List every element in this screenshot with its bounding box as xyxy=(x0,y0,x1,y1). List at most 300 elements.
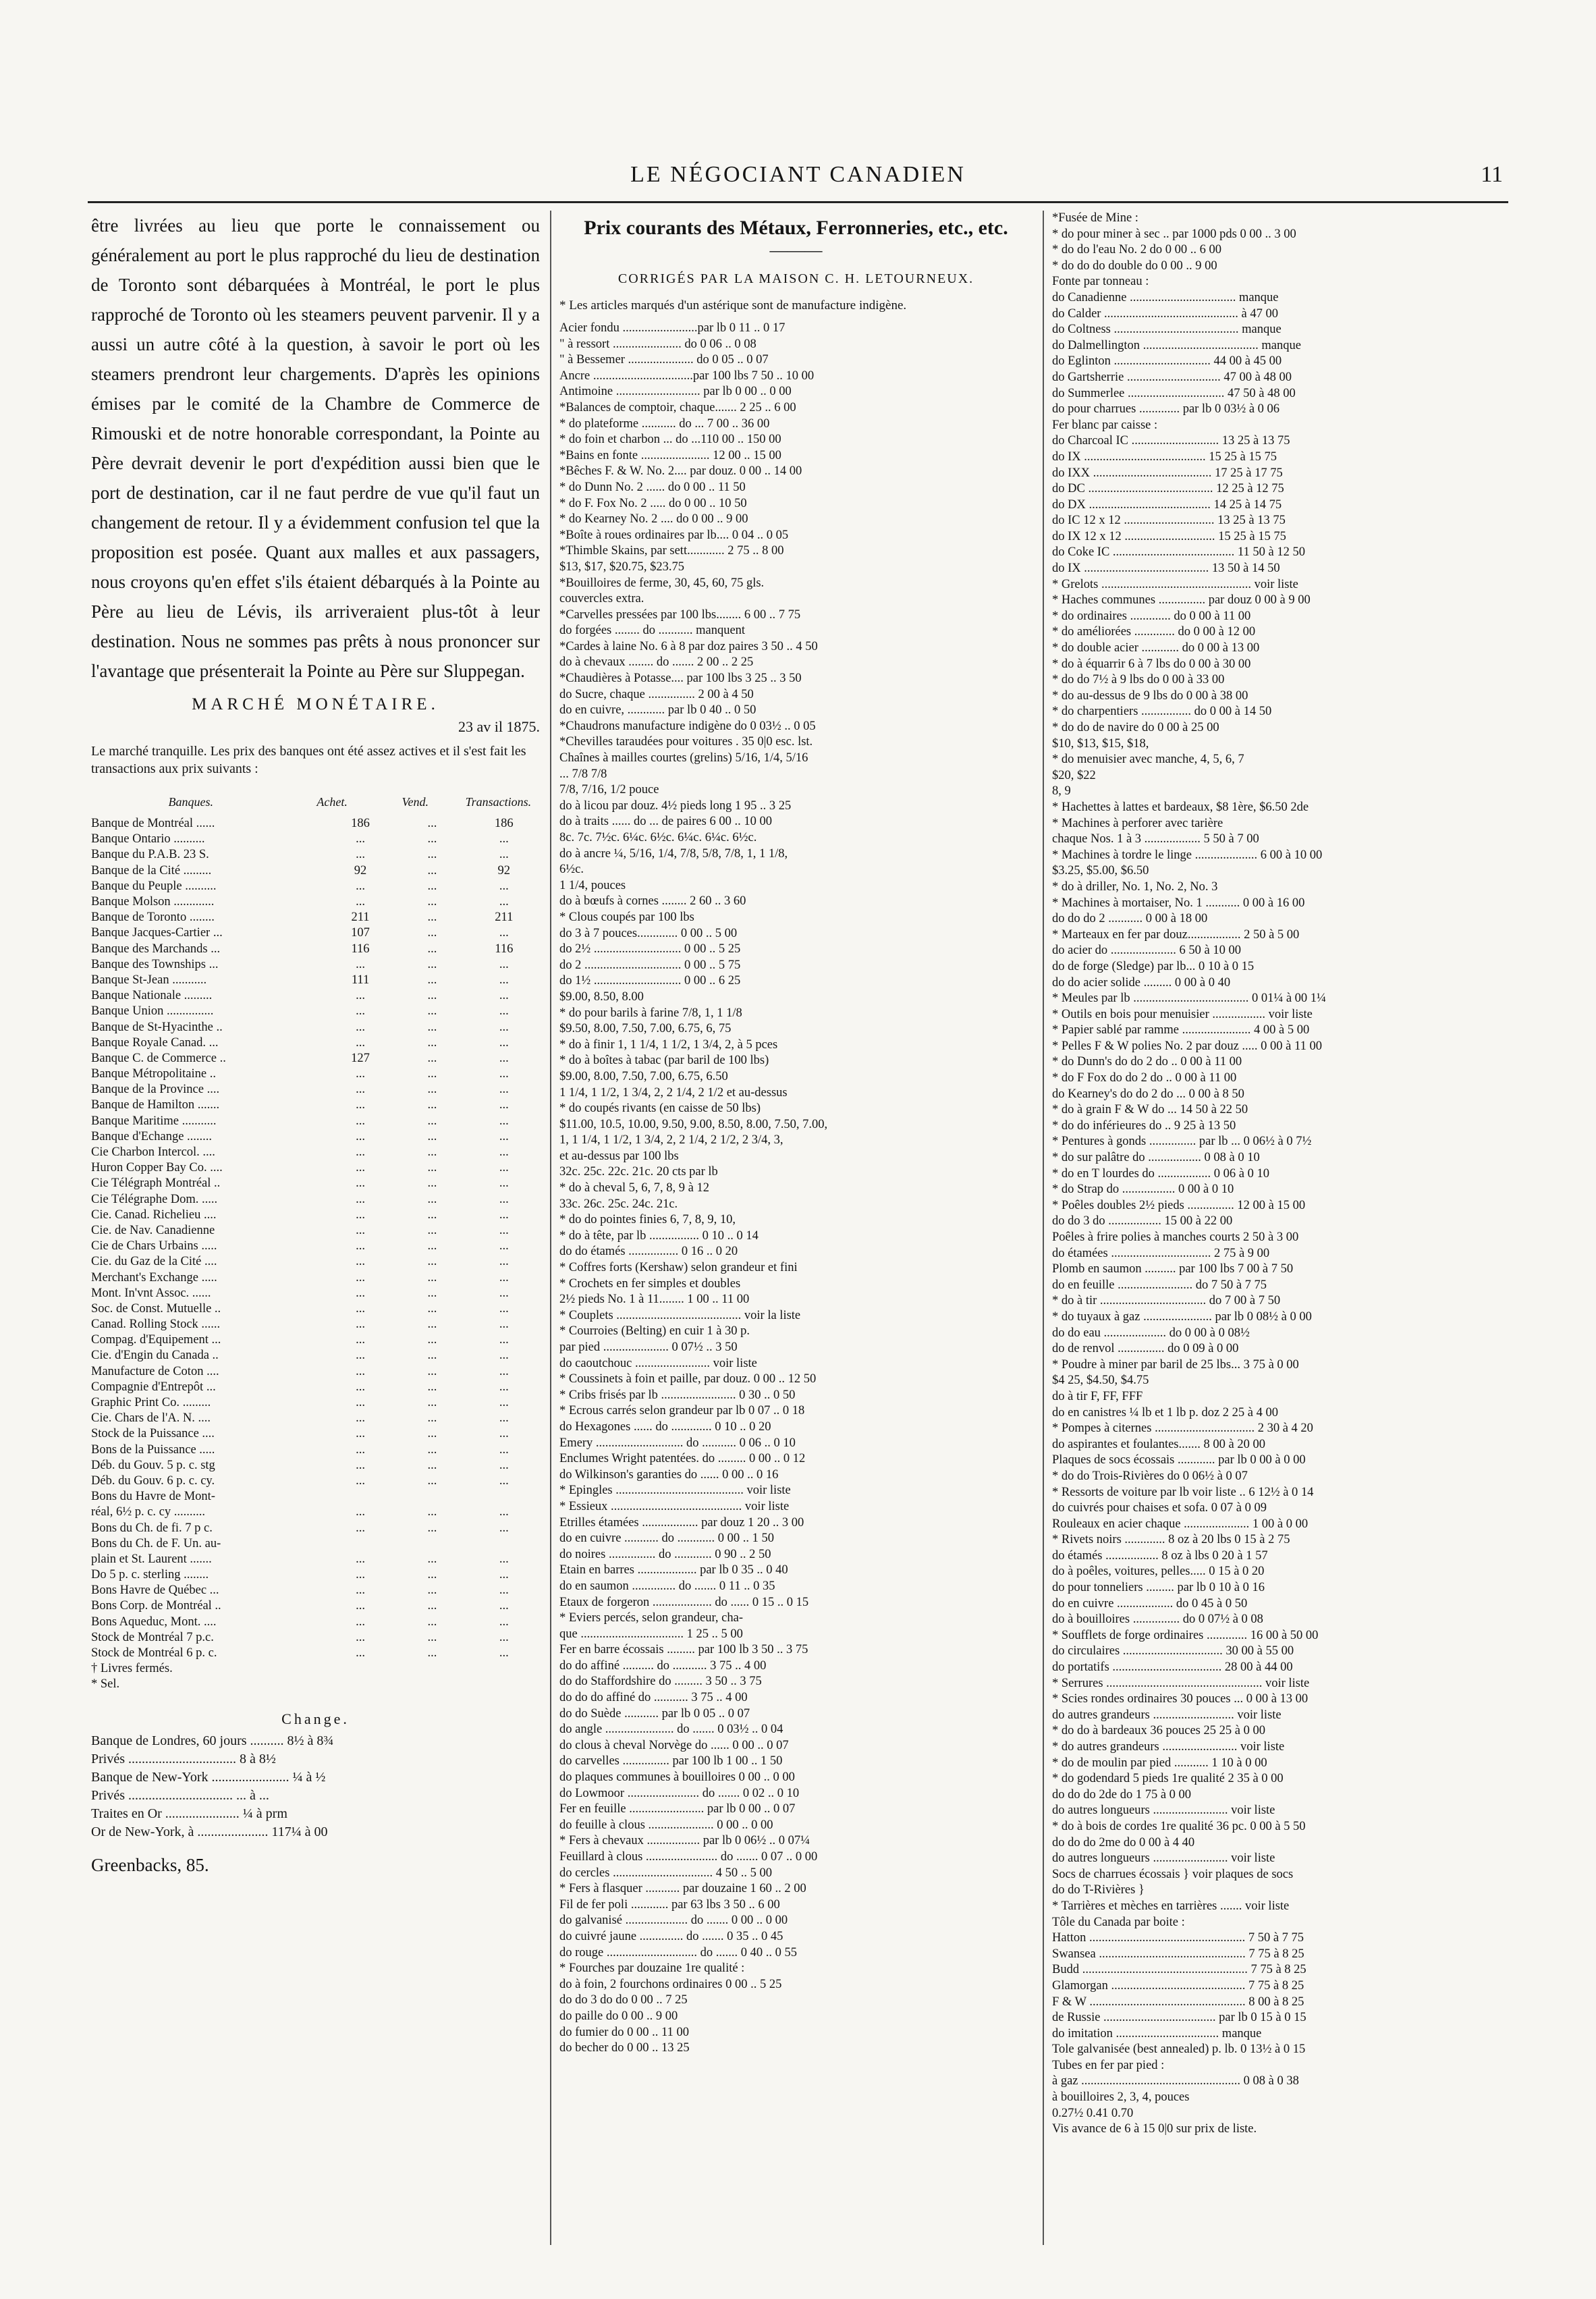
price-line: * do tuyaux à gaz ...................... par lb 0 08½ à 0 00 xyxy=(1052,1309,1312,1324)
price-line: do Dalmellington ..................................... manque xyxy=(1052,338,1301,352)
bank-value-cell: ... xyxy=(427,1083,437,1097)
price-line: do noires ............... do ............ 0 90 .. 2 50 xyxy=(559,1547,771,1561)
bank-value-cell: 211 xyxy=(495,911,514,925)
price-line: do do do affiné do ........... 3 75 .. 4 00 xyxy=(559,1691,748,1705)
price-line: do fumier do 0 00 .. 11 00 xyxy=(559,2025,690,2039)
price-line: do à licou par douz. 4½ pieds long 1 95 .. 3 25 xyxy=(559,799,792,813)
bank-value-cell: ... xyxy=(427,1364,437,1378)
table-row xyxy=(91,1536,540,1552)
price-line: * do do do double do 0 00 .. 9 00 xyxy=(1052,259,1217,273)
bank-name-cell: Banque des Townships ... xyxy=(91,957,219,971)
bank-name-cell: Bons du Havre de Mont- xyxy=(91,1490,215,1504)
table-row xyxy=(91,1035,540,1051)
price-line: do à chevaux ........ do ....... 2 00 .. 2 25 xyxy=(559,655,754,670)
price-line: $3.25, $5.00, $6.50 xyxy=(1052,864,1149,878)
price-line: do Canadienne .................................. manque xyxy=(1052,290,1279,304)
table-row xyxy=(91,1646,540,1661)
bank-value-cell: ... xyxy=(427,1427,437,1441)
page-header xyxy=(88,162,1508,197)
page-number: 11 xyxy=(1481,162,1503,187)
table-row xyxy=(91,973,540,988)
change-row: Traites en Or ...................... ¼ à prm xyxy=(91,1806,287,1821)
price-line: do acier do ..................... 6 50 à 10 00 xyxy=(1052,944,1242,958)
bank-value-cell: 186 xyxy=(494,817,514,831)
bank-value-cell: ... xyxy=(499,879,509,893)
bank-value-cell: ... xyxy=(427,817,437,831)
table-row xyxy=(91,1348,540,1363)
price-line: do en saumon .............. do ....... 0 11 .. 0 35 xyxy=(559,1579,775,1593)
bank-name-cell: Bons Aqueduc, Mont. .... xyxy=(91,1615,217,1629)
price-line: 6½c. xyxy=(559,863,584,877)
price-line: 1 1/4, 1 1/2, 1 3/4, 2, 2 1/4, 2 1/2 et au-dessus xyxy=(559,1085,788,1100)
price-line: Tubes en fer par pied : xyxy=(1052,2058,1165,2072)
price-line: Rouleaux en acier chaque ..................... 1 00 à 0 00 xyxy=(1052,1517,1309,1531)
price-line: 8, 9 xyxy=(1052,784,1071,799)
price-line: Fer en barre écossais ......... par 100 lb 3 50 .. 3 75 xyxy=(559,1643,808,1657)
bank-name-cell: Cie. de Nav. Canadienne xyxy=(91,1223,215,1237)
price-line: do do do 2me do 0 00 à 4 40 xyxy=(1052,1835,1195,1849)
bank-name-cell: Banque Jacques-Cartier ... xyxy=(91,926,223,940)
bank-name-cell: Banque de Hamilton ....... xyxy=(91,1098,220,1112)
bank-value-cell: ... xyxy=(427,911,437,925)
price-line: * do Kearney No. 2 .... do 0 00 .. 9 00 xyxy=(559,512,748,526)
left-column xyxy=(91,211,540,2245)
bank-value-cell: ... xyxy=(499,1004,509,1019)
bank-value-cell: ... xyxy=(427,942,437,956)
price-line: do IXX ...................................... 17 25 à 17 75 xyxy=(1052,466,1283,480)
price-line: do do 3 do ................. 15 00 à 22 00 xyxy=(1052,1214,1233,1228)
price-line: do cuivré jaune .............. do ....... 0 35 .. 0 45 xyxy=(559,1929,783,1943)
bank-value-cell: ... xyxy=(499,1161,509,1175)
table-row xyxy=(91,910,540,925)
bank-value-cell: ... xyxy=(427,1458,437,1472)
bank-name-cell: Cie Télégraphe Dom. ..... xyxy=(91,1192,218,1206)
price-line: par pied ..................... 0 07½ .. 3 50 xyxy=(559,1341,738,1354)
bank-value-cell: ... xyxy=(427,1568,437,1582)
title-dash: ——— xyxy=(769,240,823,260)
price-line: * Poudre à miner par baril de 25 lbs... 3 75 à 0 00 xyxy=(1052,1357,1299,1372)
price-line: * Essieux .......................................... voir liste xyxy=(559,1499,790,1513)
bank-value-cell: ... xyxy=(356,1333,365,1347)
price-line: do de renvol ............... do 0 09 à 0 00 xyxy=(1052,1342,1239,1356)
bank-value-cell: ... xyxy=(356,848,365,862)
price-line: 8c. 7c. 7½c. 6¼c. 6½c. 6¼c. 6¼c. 6½c. xyxy=(559,831,757,844)
price-line: Emery ............................ do ........... 0 06 .. 0 10 xyxy=(559,1436,796,1450)
table-row xyxy=(91,1489,540,1505)
bank-name-cell: Mont. In'vnt Assoc. ...... xyxy=(91,1286,211,1300)
bank-value-cell: ... xyxy=(427,1239,437,1253)
price-line: do Coke IC ....................................... 11 50 à 12 50 xyxy=(1052,545,1305,560)
price-line: * do charpentiers ................ do 0 00 à 14 50 xyxy=(1052,705,1272,719)
price-line: do 3 à 7 pouces............. 0 00 .. 5 00 xyxy=(559,926,738,940)
bank-value-cell: ... xyxy=(427,973,437,987)
bank-value-cell: 186 xyxy=(351,817,370,831)
bank-value-cell: ... xyxy=(356,1208,365,1222)
price-line: * do F Fox do do 2 do .. 0 00 à 11 00 xyxy=(1052,1071,1237,1085)
price-line: Antimoine ........................... par lb 0 00 .. 0 00 xyxy=(559,385,792,399)
bank-name-cell: Graphic Print Co. ......... xyxy=(91,1396,211,1410)
price-line: * do de moulin par pied ........... 1 10 à 0 00 xyxy=(1052,1756,1267,1770)
price-line: do à ancre ¼, 5/16, 1/4, 7/8, 5/8, 7/8, 1, 1 1/8, xyxy=(559,846,788,861)
price-line: 7/8, 7/16, 1/2 pouce xyxy=(559,783,659,797)
bank-value-cell: ... xyxy=(499,1098,509,1112)
bank-value-cell: ... xyxy=(499,1301,509,1316)
table-row xyxy=(91,925,540,941)
bank-value-cell: ... xyxy=(499,1286,509,1300)
table-row xyxy=(91,1661,540,1677)
bank-value-cell: ... xyxy=(356,1286,365,1300)
bank-value-cell: ... xyxy=(356,895,365,909)
bank-value-cell: ... xyxy=(427,1004,437,1019)
bank-value-cell: ... xyxy=(427,1505,437,1519)
price-line: *Carvelles pressées par 100 lbs........ 6 00 .. 7 75 xyxy=(559,607,801,622)
table-row xyxy=(91,1332,540,1348)
price-line: * Poêles doubles 2½ pieds ............... 12 00 à 15 00 xyxy=(1052,1198,1306,1212)
bank-value-cell xyxy=(468,1489,540,1505)
bank-value-cell: ... xyxy=(499,1255,509,1269)
price-line: do Calder ........................................... à 47 00 xyxy=(1052,306,1279,321)
price-line: couvercles extra. xyxy=(559,592,644,606)
table-row xyxy=(91,942,540,957)
table-row xyxy=(91,1270,540,1285)
price-line: *Thimble Skains, par sett............ 2 75 .. 8 00 xyxy=(559,544,784,558)
bank-value-cell: 116 xyxy=(351,942,370,956)
bank-value-cell: ... xyxy=(427,1098,437,1112)
price-line: do Wilkinson's garanties do ...... 0 00 .. 0 16 xyxy=(559,1467,779,1482)
bank-name-cell: plain et St. Laurent ....... xyxy=(91,1552,212,1566)
bank-value-cell xyxy=(325,1536,396,1552)
price-line: do à foin, 2 fourchons ordinaires 0 00 .. 5 25 xyxy=(559,1977,782,1991)
bank-name-cell: Banque de Toronto ........ xyxy=(91,911,215,925)
bank-value-cell: ... xyxy=(356,1020,365,1034)
price-line: 1, 1 1/4, 1 1/2, 1 3/4, 2, 2 1/4, 2 1/2, 2 3/4, 3, xyxy=(559,1133,783,1147)
bank-value-cell: ... xyxy=(427,1176,437,1191)
price-line: * Papier sablé par ramme ...................... 4 00 à 5 00 xyxy=(1052,1023,1310,1037)
price-line: " à Bessemer ..................... do 0 05 .. 0 07 xyxy=(559,353,769,367)
price-line: do Hexagones ...... do ............. 0 10 .. 0 20 xyxy=(559,1419,771,1434)
bank-value-cell: ... xyxy=(427,1145,437,1160)
price-line: *Chevilles taraudées pour voitures . 35 0|0 esc. lst. xyxy=(559,735,813,749)
bank-value-cell: ... xyxy=(356,1349,365,1363)
price-line: *Bains en fonte ...................... 12 00 .. 15 00 xyxy=(559,448,781,462)
price-line: F & W .................................................. 8 00 à 8 25 xyxy=(1052,1995,1304,2009)
table-row xyxy=(91,1677,540,1692)
price-line: do pour charrues ............. par lb 0 03½ à 0 06 xyxy=(1052,402,1280,416)
table-row xyxy=(91,1442,540,1458)
price-line: do IX ........................................ 13 50 à 14 50 xyxy=(1052,562,1280,576)
bank-name-cell: Canad. Rolling Stock ...... xyxy=(91,1318,221,1332)
bank-value-cell: ... xyxy=(427,1442,437,1457)
table-row xyxy=(91,1239,540,1254)
bank-value-cell: ... xyxy=(356,1646,365,1660)
price-line: do en canistres ¼ lb et 1 lb p. doz 2 25 à 4 00 xyxy=(1052,1405,1278,1419)
price-line: *Boîte à roues ordinaires par lb.... 0 04 .. 0 05 xyxy=(559,528,789,542)
price-line: * Tarrières et mèches en tarrières ....... voir liste xyxy=(1052,1899,1290,1913)
price-line: 32c. 25c. 22c. 21c. 20 cts par lb xyxy=(559,1165,718,1179)
price-line: * do do inférieures do .. 9 25 à 13 50 xyxy=(1052,1118,1236,1133)
price-line: do en cuivre .................. do 0 45 à 0 50 xyxy=(1052,1596,1248,1611)
greenbacks-line: Greenbacks, 85. xyxy=(91,1854,209,1875)
bank-value-cell: ... xyxy=(356,1396,365,1410)
price-line: * do ordinaires ............. do 0 00 à 11 00 xyxy=(1052,609,1251,623)
col-head-sell: Vend. xyxy=(402,795,429,809)
bank-value-cell: ... xyxy=(499,1584,509,1598)
bank-value-cell: ... xyxy=(427,1255,437,1269)
bank-value-cell: ... xyxy=(499,1114,509,1128)
change-title: Change. xyxy=(281,1710,350,1727)
price-line: do do étamés ................ 0 16 .. 0 20 xyxy=(559,1245,738,1259)
bank-value-cell: ... xyxy=(499,1035,509,1050)
bank-value-cell: ... xyxy=(499,1270,509,1284)
bank-value-cell: ... xyxy=(427,1333,437,1347)
bank-name-cell: Banque du P.A.B. 23 S. xyxy=(91,848,209,862)
price-line: Fonte par tonneau : xyxy=(1052,275,1149,289)
price-line: * Machines à mortaiser, No. 1 ........... 0 00 à 16 00 xyxy=(1052,896,1305,910)
bank-value-cell xyxy=(325,1489,396,1505)
price-line: * Serrures .................................................. voir liste xyxy=(1052,1676,1310,1690)
col-head-buy: Achet. xyxy=(317,795,348,809)
table-row xyxy=(91,1505,540,1520)
bank-value-cell: ... xyxy=(356,1615,365,1629)
bank-name-cell: Banque Maritime ........... xyxy=(91,1114,217,1128)
price-line: do en feuille ........................ do 7 50 à 7 75 xyxy=(1052,1278,1267,1292)
price-line: * do coupés rivants (en caisse de 50 lbs) xyxy=(559,1102,761,1116)
price-line: do feuille à clous ..................... 0 00 .. 0 00 xyxy=(559,1818,773,1832)
table-row xyxy=(91,1066,540,1082)
bank-name-cell: Banque Nationale ......... xyxy=(91,989,213,1003)
bank-value-cell: ... xyxy=(356,957,365,971)
table-row xyxy=(91,1129,540,1145)
bank-value-cell: ... xyxy=(427,1129,437,1143)
bank-name-cell: Banque Molson ............. xyxy=(91,895,215,909)
bank-value-cell: ... xyxy=(356,1067,365,1081)
bank-value-cell: ... xyxy=(356,1255,365,1269)
bank-name-cell: Banque Ontario .......... xyxy=(91,832,205,846)
table-row xyxy=(91,1254,540,1270)
bank-value-cell xyxy=(468,1661,540,1677)
bank-value-cell: ... xyxy=(356,1114,365,1128)
bank-value-cell: 92 xyxy=(497,863,511,877)
price-line: * do do l'eau No. 2 do 0 00 .. 6 00 xyxy=(1052,243,1222,257)
price-line: * Soufflets de forge ordinaires ............. 16 00 à 50 00 xyxy=(1052,1628,1319,1642)
price-line: Hatton .................................................. 7 50 à 7 75 xyxy=(1052,1931,1304,1945)
price-line: * Grelots ................................................ voir liste xyxy=(1052,577,1298,591)
price-line: * do Dunn's do do 2 do .. 0 00 à 11 00 xyxy=(1052,1055,1242,1069)
price-line: do do do 2de do 1 75 à 0 00 xyxy=(1052,1787,1192,1802)
price-line: do clous à cheval Norvège do ...... 0 00 .. 0 07 xyxy=(559,1738,789,1752)
market-column-headers xyxy=(91,795,540,809)
price-line: do cuivrés pour chaises et sofa. 0 07 à 0 09 xyxy=(1052,1501,1267,1515)
table-row xyxy=(91,1286,540,1301)
bank-value-cell: ... xyxy=(427,1114,437,1128)
bank-value-cell: ... xyxy=(427,1630,437,1644)
table-row xyxy=(91,1552,540,1567)
table-row xyxy=(91,1317,540,1332)
price-line: * Rivets noirs ............. 8 oz à 20 lbs 0 15 à 2 75 xyxy=(1052,1533,1290,1547)
table-row xyxy=(91,1019,540,1035)
bank-value-cell: ... xyxy=(499,1646,509,1660)
price-line: * Hachettes à lattes et bardeaux, $8 1ère, $6.50 2de xyxy=(1052,800,1309,814)
bank-value-cell: 127 xyxy=(351,1051,370,1065)
price-line: * Coffres forts (Kershaw) selon grandeur et fini xyxy=(559,1261,798,1275)
price-line: * do Dunn No. 2 ...... do 0 00 .. 11 50 xyxy=(559,480,746,494)
price-line: do plaques communes à bouilloires 0 00 .. 0 00 xyxy=(559,1770,795,1785)
bank-value-cell: ... xyxy=(499,1223,509,1237)
bank-value-cell: ... xyxy=(427,832,437,846)
table-row xyxy=(91,1473,540,1489)
bank-value-cell: ... xyxy=(499,1630,509,1644)
table-row xyxy=(91,1364,540,1380)
price-line: do do eau .................... do 0 00 à 0 08½ xyxy=(1052,1326,1250,1340)
bank-name-cell: Déb. du Gouv. 5 p. c. stg xyxy=(91,1458,215,1472)
price-line: * do à tir .................................. do 7 00 à 7 50 xyxy=(1052,1294,1281,1308)
change-row: Or de New-York, à ..................... 117¼ à 00 xyxy=(91,1824,328,1839)
metal-price-list xyxy=(559,321,1033,2057)
bank-value-cell: ... xyxy=(427,1051,437,1065)
bank-name-cell: Banque d'Echange ........ xyxy=(91,1129,213,1143)
running-title: LE NÉGOCIANT CANADIEN xyxy=(630,162,966,187)
bank-value-cell: ... xyxy=(356,1223,365,1237)
price-line: * Crochets en fer simples et doubles xyxy=(559,1276,741,1291)
price-line: do étamées ................................ 2 75 à 9 00 xyxy=(1052,1246,1270,1260)
bank-value-cell: ... xyxy=(499,1208,509,1222)
bank-name-cell: Stock de Montréal 6 p. c. xyxy=(91,1646,217,1660)
corrected-by: CORRIGÉS PAR LA MAISON C. H. LETOURNEUX. xyxy=(617,271,974,286)
bank-value-cell xyxy=(396,1677,468,1692)
bank-name-cell: Bons du Ch. de F. Un. au- xyxy=(91,1536,221,1550)
price-line: * Couplets ........................................ voir la liste xyxy=(559,1308,801,1322)
price-line: Tôle du Canada par boite : xyxy=(1052,1915,1185,1929)
right-column xyxy=(1043,211,1508,2245)
table-row xyxy=(91,1395,540,1411)
price-line: Vis avance de 6 à 15 0|0 sur prix de liste. xyxy=(1052,2122,1257,2136)
price-line: do 2½ ............................ 0 00 .. 5 25 xyxy=(559,942,741,956)
price-line: * do Strap do ................. 0 00 à 0 10 xyxy=(1052,1183,1234,1197)
table-row xyxy=(91,863,540,879)
bank-value-cell: ... xyxy=(356,989,365,1003)
article-paragraph: être livrées au lieu que porte le connaissement ou généralement au port le plus rapproché du lieu de destination de Toronto sont débarquées à Montréal, le port le plus rapproché de Toronto où les steamers peuvent parvenir. Il y a aussi un autre côté à la question, à savoir le port où les steamers prendront leur chargements. D'après les opinions émises par le comité de la Chambre de Commerce de Rimouski et de notre honorable correspondant, la Pointe au Père devrait devenir le port d'expédition aussi bien que le port de destination, car il ne faut perdre de vue qu'il faut un changement de retour. Il y a évidemment confusion tel que la proposition est posée. Quant aux malles et aux passagers, nous croyons qu'en effet s'ils étaient débarqués à la Pointe au Père au lieu de Lévis, ils arriveraient plus-tôt à leur destination. Nous ne sommes pas prêts à nous prononcer sur l'avantage que présenterait la Pointe au Père sur Sluppegan. xyxy=(91,215,540,681)
price-line: * do do pointes finies 6, 7, 8, 9, 10, xyxy=(559,1213,736,1227)
price-line: do Coltness ........................................ manque xyxy=(1052,323,1282,337)
price-line: * do do à bardeaux 36 pouces 25 25 à 0 00 xyxy=(1052,1724,1265,1738)
bank-value-cell: ... xyxy=(356,1442,365,1457)
change-list xyxy=(91,1733,540,1843)
price-line: * do améliorées ............. do 0 00 à 12 00 xyxy=(1052,625,1256,639)
market-date: 23 av il 1875. xyxy=(458,718,540,735)
bank-value-cell: ... xyxy=(356,1380,365,1394)
bank-value-cell: ... xyxy=(427,989,437,1003)
bank-value-cell: ... xyxy=(499,1051,509,1065)
bank-value-cell xyxy=(468,1677,540,1692)
bank-value-cell: ... xyxy=(427,1615,437,1629)
asterisk-note: * Les articles marqués d'un astérique sont de manufacture indigène. xyxy=(559,298,907,313)
price-line: *Bêches F. & W. No. 2.... par douz. 0 00 .. 14 00 xyxy=(559,464,802,479)
bank-value-cell: ... xyxy=(499,1129,509,1143)
price-line: Acier fondu ........................par lb 0 11 .. 0 17 xyxy=(559,321,786,335)
bank-value-cell: ... xyxy=(499,957,509,971)
price-line: * do do 7½ à 9 lbs do 0 00 à 33 00 xyxy=(1052,673,1225,687)
price-line: $9.00, 8.00, 7.50, 7.00, 6.75, 6.50 xyxy=(559,1069,728,1083)
price-line: * do à équarrir 6 à 7 lbs do 0 00 à 30 00 xyxy=(1052,657,1251,671)
bank-value-cell: ... xyxy=(356,1552,365,1566)
bank-value-cell: ... xyxy=(499,1505,509,1519)
price-line: $9.50, 8.00, 7.50, 7.00, 6.75, 6, 75 xyxy=(559,1022,732,1036)
price-line: * Ecrous carrés selon grandeur par lb 0 07 .. 0 18 xyxy=(559,1404,805,1418)
bank-value-cell: ... xyxy=(356,1458,365,1472)
price-line: $11.00, 10.5, 10.00, 9.50, 9.00, 8.50, 8.00, 7.50, 7.00, xyxy=(559,1117,828,1131)
price-line: Swansea ............................................... 7 75 à 8 25 xyxy=(1052,1947,1304,1961)
bank-value-cell: 92 xyxy=(354,863,367,877)
bank-value-cell: ... xyxy=(356,1318,365,1332)
bank-value-cell: ... xyxy=(499,1364,509,1378)
bank-value-cell: ... xyxy=(427,1473,437,1488)
price-line: * Courroies (Belting) en cuir 1 à 30 p. xyxy=(559,1324,750,1338)
bank-value-cell xyxy=(468,1536,540,1552)
bank-value-cell xyxy=(396,1489,468,1505)
price-line: do Kearney's do do 2 do ... 0 00 à 8 50 xyxy=(1052,1087,1244,1101)
price-line: do do Staffordshire do ......... 3 50 .. 3 75 xyxy=(559,1675,762,1689)
price-line: do Summerlee ............................... 47 50 à 48 00 xyxy=(1052,386,1296,400)
price-line: Budd ..................................................... 7 75 à 8 25 xyxy=(1052,1963,1306,1977)
price-line: do Eglinton ............................... 44 00 à 45 00 xyxy=(1052,354,1282,369)
price-line: 2½ pieds No. 1 à 11........ 1 00 .. 11 00 xyxy=(559,1293,750,1307)
price-line: * do godendard 5 pieds 1re qualité 2 35 à 0 00 xyxy=(1052,1772,1284,1786)
price-line: Socs de charrues écossais } voir plaques de socs xyxy=(1052,1867,1294,1881)
price-line: do becher do 0 00 .. 13 25 xyxy=(559,2041,690,2055)
price-line: * Epingles ......................................... voir liste xyxy=(559,1484,791,1498)
price-line: do IX ....................................... 15 25 à 15 75 xyxy=(1052,450,1277,464)
price-line: * do à tête, par lb ................ 0 10 .. 0 14 xyxy=(559,1228,759,1243)
bank-value-cell: ... xyxy=(499,1599,509,1613)
bank-name-cell: Banque de la Province .... xyxy=(91,1083,220,1097)
bank-name-cell: Banque Union ............... xyxy=(91,1004,214,1019)
bank-value-cell: ... xyxy=(356,1521,365,1535)
bank-value-cell xyxy=(396,1536,468,1552)
price-line: *Fusée de Mine : xyxy=(1052,211,1138,225)
bank-name-cell: Cie. Canad. Richelieu .... xyxy=(91,1208,217,1222)
bank-name-cell: Cie. d'Engin du Canada .. xyxy=(91,1349,219,1363)
price-line: chaque Nos. 1 à 3 .................. 5 50 à 7 00 xyxy=(1052,832,1259,846)
bank-value-cell: 111 xyxy=(351,973,370,987)
price-line: Fer en feuille ........................ par lb 0 00 .. 0 07 xyxy=(559,1802,796,1816)
bank-name-cell: Banque Métropolitaine .. xyxy=(91,1067,216,1081)
bank-value-cell: ... xyxy=(356,1176,365,1191)
price-line: * Ressorts de voiture par lb voir liste .. 6 12½ à 0 14 xyxy=(1052,1485,1314,1499)
price-line: do Charcoal IC ............................ 13 25 à 13 75 xyxy=(1052,434,1290,448)
price-line: Feuillard à clous ....................... do ....... 0 07 .. 0 00 xyxy=(559,1850,818,1864)
table-row xyxy=(91,832,540,847)
price-line: do Sucre, chaque ............... 2 00 à 4 50 xyxy=(559,687,754,701)
change-row: Privés ................................ 8 à 8½ xyxy=(91,1751,276,1766)
price-line: do en cuivre ........... do ............ 0 00 .. 1 50 xyxy=(559,1532,775,1546)
price-line: do portatifs ................................... 28 00 à 44 00 xyxy=(1052,1660,1293,1675)
bank-value-cell: ... xyxy=(356,1427,365,1441)
price-line: $20, $22 xyxy=(1052,768,1096,782)
change-row: Banque de Londres, 60 jours .......... 8½ à 8¾ xyxy=(91,1733,334,1748)
price-line: * do à finir 1, 1 1/4, 1 1/2, 1 3/4, 2, à 5 pces xyxy=(559,1037,778,1052)
change-row: Privés ............................... ... à ... xyxy=(91,1787,269,1803)
bank-value-cell: ... xyxy=(499,1615,509,1629)
bank-name-cell: Cie de Chars Urbains ..... xyxy=(91,1239,217,1253)
bank-value-cell: ... xyxy=(427,1067,437,1081)
price-line: * do do de navire do 0 00 à 25 00 xyxy=(1052,721,1219,734)
table-row xyxy=(91,988,540,1004)
bank-value-cell: ... xyxy=(499,1020,509,1034)
price-line: * Eviers percés, selon grandeur, cha- xyxy=(559,1611,744,1625)
bank-value-cell: ... xyxy=(427,1161,437,1175)
bank-value-cell: ... xyxy=(427,1318,437,1332)
bank-name-cell: Cie Télégraph Montréal .. xyxy=(91,1176,221,1191)
